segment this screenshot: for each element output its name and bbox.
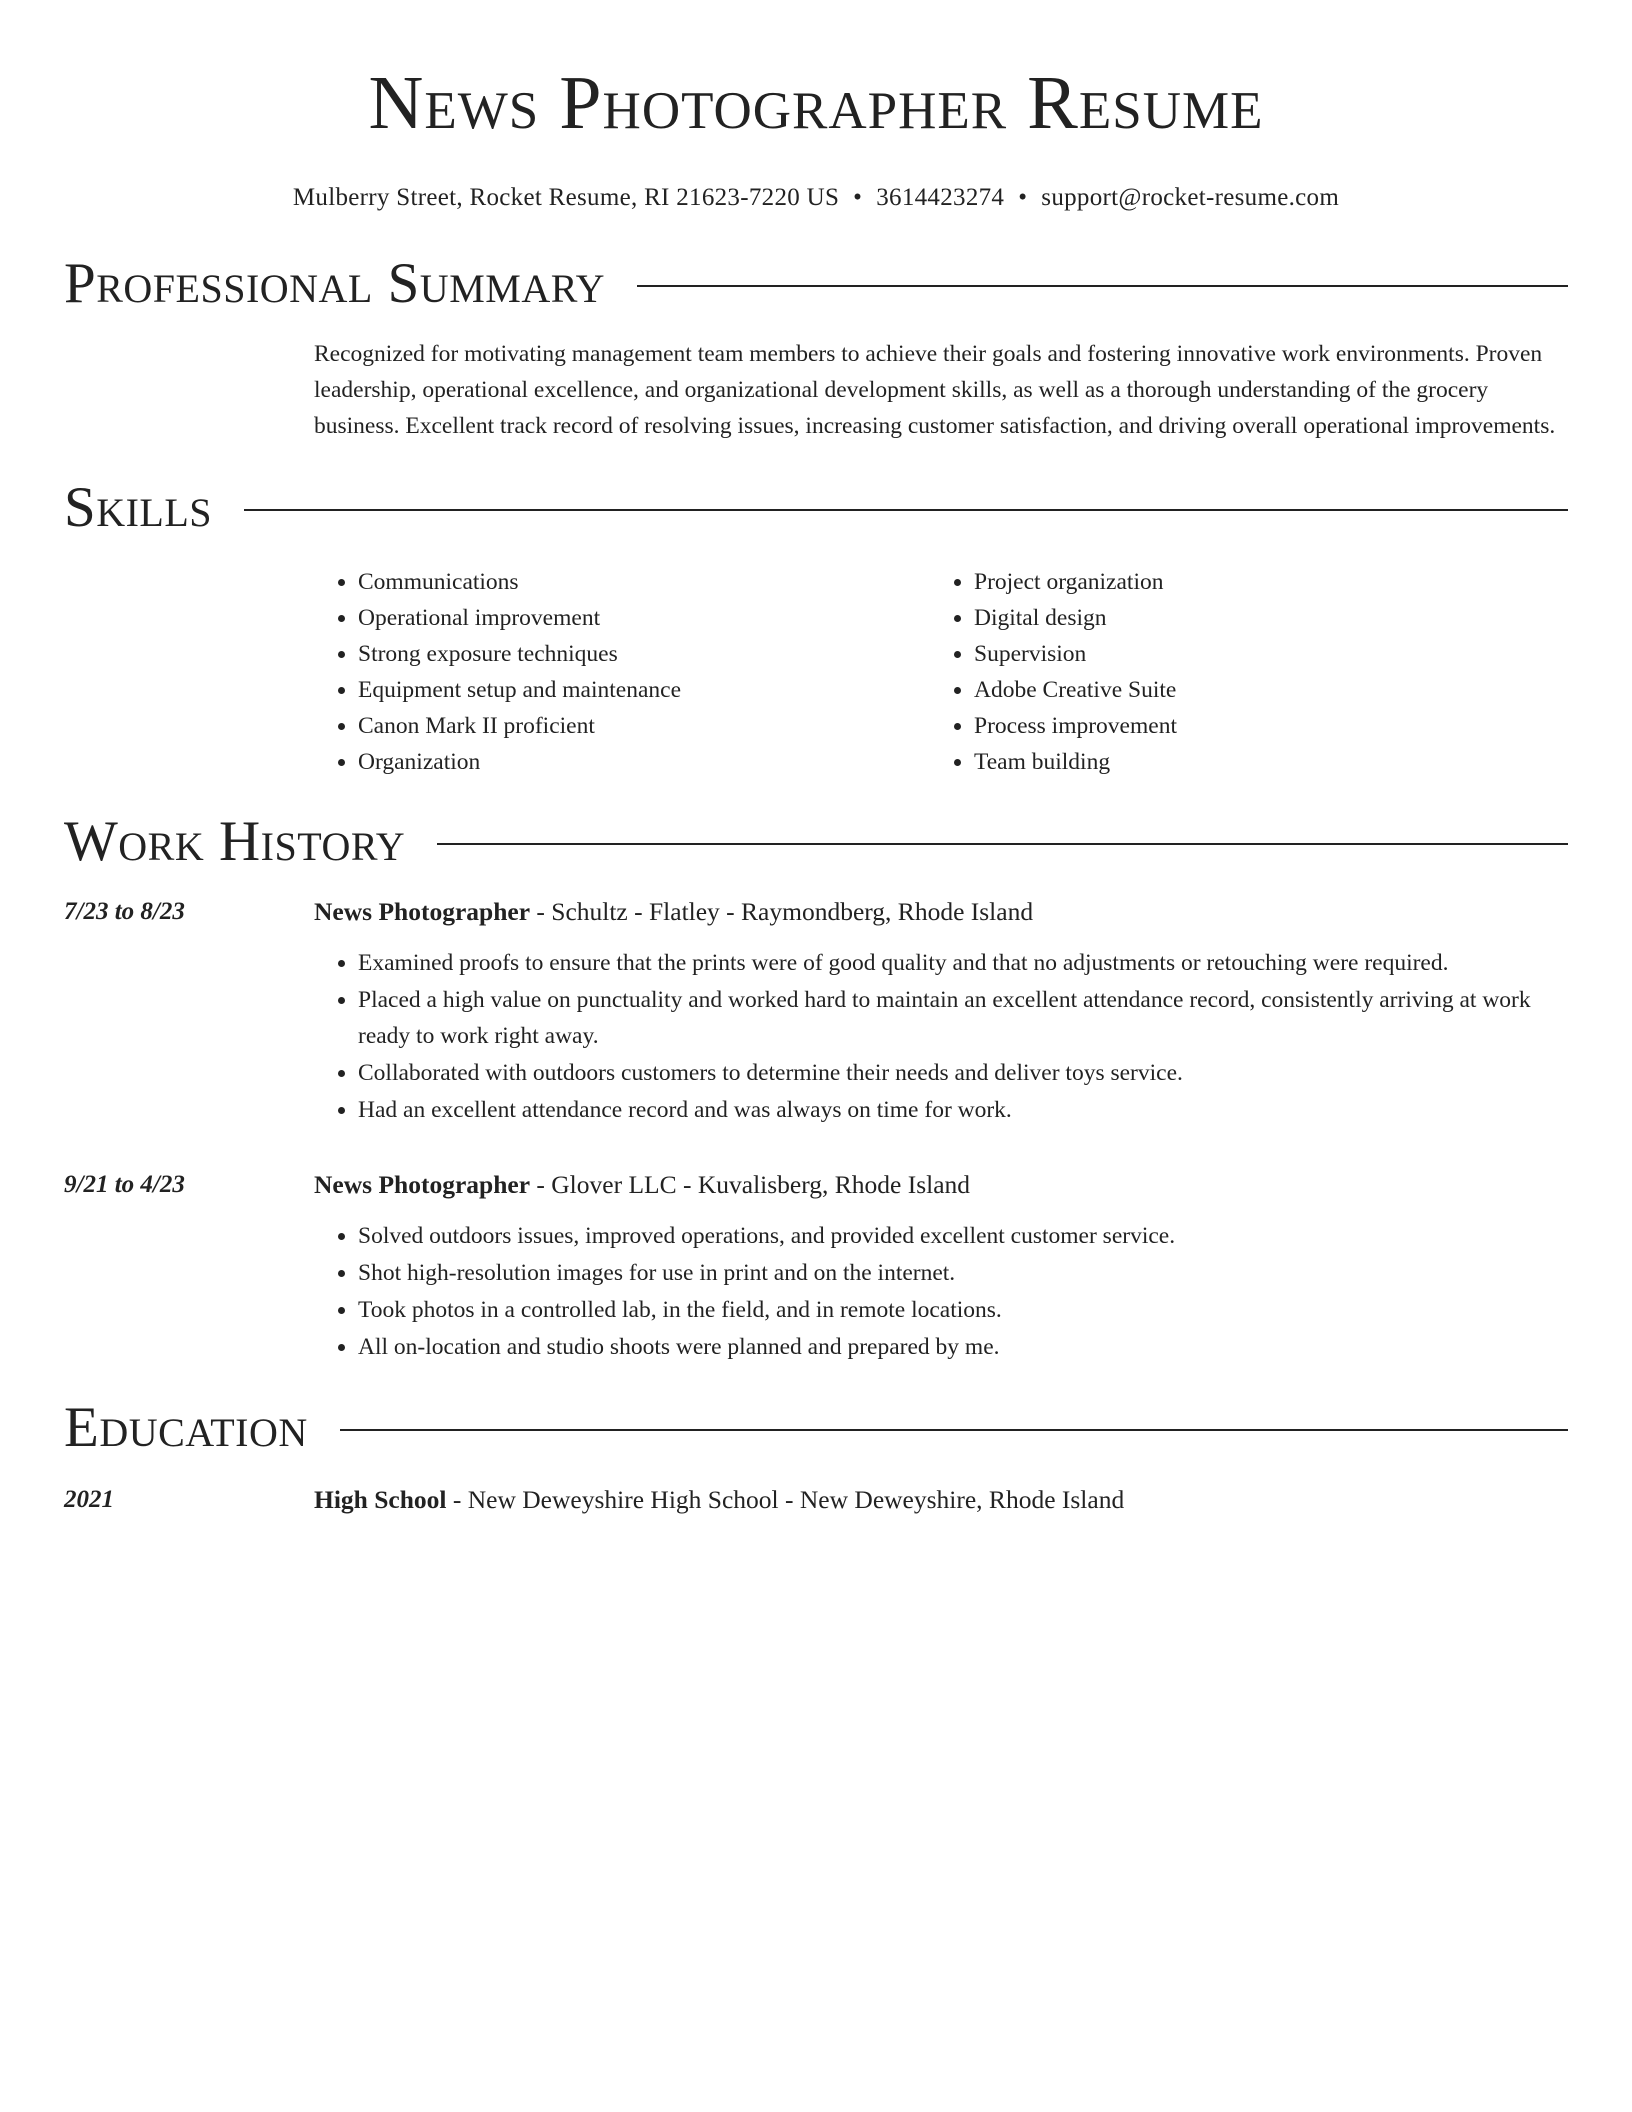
job-bullet: • Shot high-resolution images for use in print and on the internet.: [358, 1255, 1568, 1291]
summary-section-header: [64, 252, 1568, 316]
skill-item: • Organization: [358, 744, 930, 780]
skill-item: • Adobe Creative Suite: [974, 672, 1546, 708]
job-bullet: • Solved outdoors issues, improved operations, and provided excellent customer service.: [358, 1218, 1568, 1254]
job-bullet: • Collaborated with outdoors customers to determine their needs and deliver toys service.: [358, 1055, 1568, 1091]
job-bullet: • Examined proofs to ensure that the prints were of good quality and that no adjustments or retouching were required.: [358, 945, 1568, 981]
skills-heading: Skills: [64, 476, 213, 539]
job-bullet: • Had an excellent attendance record and was always on time for work.: [358, 1092, 1568, 1128]
skill-item: • Supervision: [974, 636, 1546, 672]
skill-item: • Canon Mark II proficient: [358, 708, 930, 744]
education-heading: Education: [64, 1396, 308, 1459]
contact-separator: •: [853, 184, 863, 211]
education-header: [314, 1482, 1568, 1518]
job-bullets: [314, 1218, 1568, 1365]
summary-heading: Professional Summary: [64, 252, 606, 315]
contact-email[interactable]: support@rocket-resume.com: [1041, 184, 1340, 211]
skill-item: • Project organization: [974, 564, 1546, 600]
skills-section-header: [64, 476, 1568, 540]
job-dates: 9/21 to 4/23: [64, 1171, 185, 1198]
job-bullets: [314, 945, 1568, 1128]
resume-title: News Photographer Resume: [368, 61, 1264, 145]
job-body: [314, 894, 1568, 1129]
section-divider: [637, 285, 1568, 287]
skill-item: • Operational improvement: [358, 600, 930, 636]
education-details: - New Deweyshire High School - New Deweyshire, Rhode Island: [446, 1485, 1125, 1514]
job-title: News Photographer: [314, 897, 531, 926]
section-divider: [437, 843, 1568, 845]
job-entry: [64, 1167, 1568, 1366]
job-header: [314, 1167, 1568, 1203]
skill-item: • Strong exposure techniques: [358, 636, 930, 672]
education-section-header: [64, 1396, 1568, 1460]
summary-text: Recognized for motivating management team members to achieve their goals and fostering innovative work environments. Proven leadership, operational excellence, and organizational development skills, as well as a thorough understanding of the grocery business. Excellent track record of resolving issues, increasing customer satisfaction, and driving overall operational improvements.: [314, 341, 1556, 439]
section-divider: [244, 509, 1568, 511]
work-heading: Work History: [64, 810, 406, 873]
job-entry: [64, 894, 1568, 1129]
section-divider: [340, 1429, 1568, 1431]
job-bullet: • Placed a high value on punctuality and worked hard to maintain an excellent attendance record, consistently arriving at work ready to work right away.: [358, 982, 1568, 1054]
education-degree: High School: [314, 1485, 447, 1514]
resume-page: [64, 0, 1568, 1518]
skill-item: • Digital design: [974, 600, 1546, 636]
job-bullet: • All on-location and studio shoots were planned and prepared by me.: [358, 1329, 1568, 1365]
work-section-header: [64, 810, 1568, 874]
job-bullet: • Took photos in a controlled lab, in the field, and in remote locations.: [358, 1292, 1568, 1328]
skills-list: [314, 564, 1568, 780]
contact-line: [64, 182, 1568, 214]
job-details: - Schultz - Flatley - Raymondberg, Rhode Island: [530, 897, 1034, 926]
job-details: - Glover LLC - Kuvalisberg, Rhode Island: [530, 1170, 971, 1199]
contact-separator: •: [1018, 184, 1028, 211]
skill-item: • Process improvement: [974, 708, 1546, 744]
skills-column-left: [314, 564, 930, 780]
contact-phone: 3614423274: [876, 184, 1005, 211]
skill-item: • Communications: [358, 564, 930, 600]
education-entry: [64, 1482, 1568, 1518]
job-header: [314, 894, 1568, 930]
contact-address: Mulberry Street, Rocket Resume, RI 21623-7220 US: [292, 184, 840, 211]
skill-item: • Equipment setup and maintenance: [358, 672, 930, 708]
education-year: 2021: [64, 1486, 114, 1513]
job-body: [314, 1167, 1568, 1366]
education-body: [314, 1482, 1568, 1518]
job-dates: 7/23 to 8/23: [64, 898, 185, 925]
skills-column-right: [930, 564, 1546, 780]
job-title: News Photographer: [314, 1170, 531, 1199]
skill-item: • Team building: [974, 744, 1546, 780]
